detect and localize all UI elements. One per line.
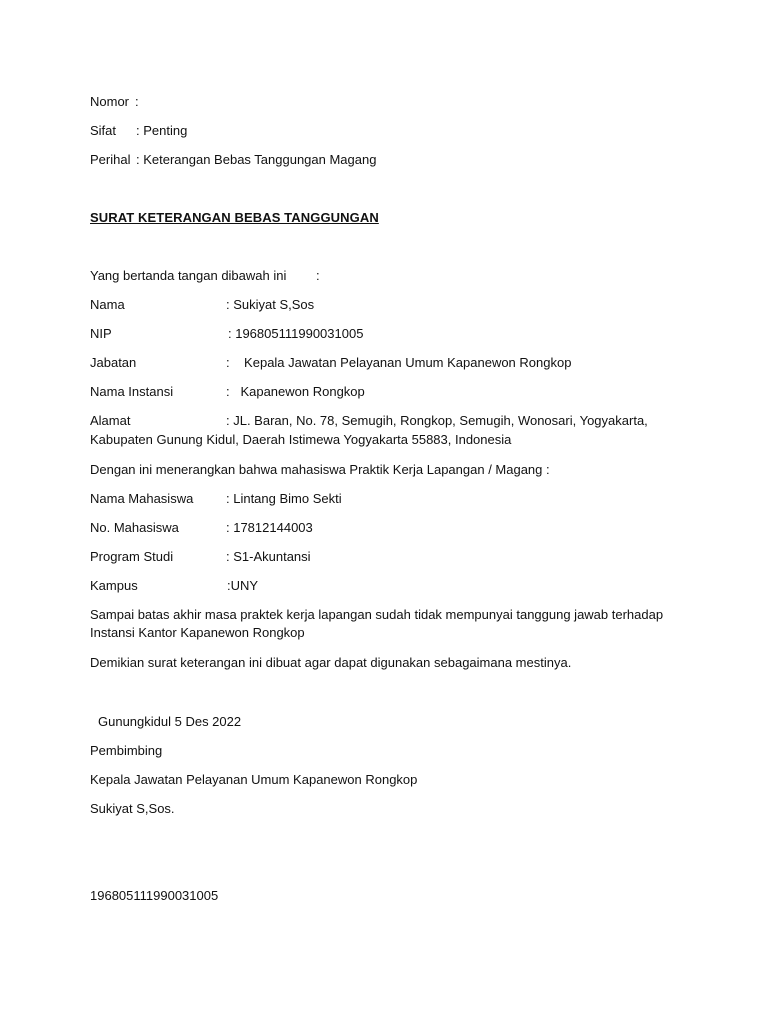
perihal-value: : Keterangan Bebas Tanggungan Magang (136, 152, 377, 167)
signature-role: Pembimbing (90, 743, 163, 758)
signer-nip-label: NIP (90, 326, 112, 341)
student-nama-value: : Lintang Bimo Sekti (226, 491, 342, 506)
student-nama-label: Nama Mahasiswa (90, 491, 194, 506)
signature-place-date: Gunungkidul 5 Des 2022 (98, 714, 242, 729)
nomor-label: Nomor (90, 94, 130, 109)
nomor-value: : (135, 94, 139, 109)
perihal-label: Perihal (90, 152, 131, 167)
student-prodi-value: : S1-Akuntansi (226, 549, 311, 564)
student-no-row (90, 519, 313, 537)
signer-jabatan-label: Jabatan (90, 355, 137, 370)
student-no-value: : 17812144003 (226, 520, 313, 535)
nomor-row (90, 93, 139, 111)
signer-instansi-value: : Kapanewon Rongkop (226, 384, 365, 399)
student-no-label: No. Mahasiswa (90, 520, 179, 535)
statement-text: Dengan ini menerangkan bahwa mahasiswa Praktik Kerja Lapangan / Magang : (90, 462, 550, 477)
student-kampus-row (90, 577, 259, 595)
paragraph-closing: Demikian surat keterangan ini dibuat agar dapat digunakan sebagaimana mestinya. (90, 655, 572, 670)
signature-nip: 196805111990031005 (90, 888, 219, 903)
signer-nama-row (90, 296, 315, 314)
perihal-row (90, 151, 377, 169)
signer-alamat-line-2: Kabupaten Gunung Kidul, Daerah Istimewa Yogyakarta 55883, Indonesia (90, 432, 512, 447)
signer-nama-label: Nama (90, 297, 125, 312)
student-kampus-label: Kampus (90, 578, 138, 593)
signer-alamat-row (90, 412, 648, 430)
signer-alamat-label: Alamat (90, 413, 131, 428)
signer-instansi-row (90, 383, 365, 401)
intro-text: Yang bertanda tangan dibawah ini (90, 268, 287, 283)
signer-jabatan-value: : Kepala Jawatan Pelayanan Umum Kapanewon Rongkop (226, 355, 572, 370)
paragraph-responsibility: Sampai batas akhir masa praktek kerja lapangan sudah tidak mempunyai tanggung jawab terhadap Instansi Kantor Kapanewon Rongkop (90, 607, 664, 640)
sifat-value: : Penting (136, 123, 188, 138)
signer-nip-value: : 196805111990031005 (228, 326, 364, 341)
student-kampus-value: :UNY (227, 578, 259, 593)
student-prodi-row (90, 548, 311, 566)
signer-alamat-value: : JL. Baran, No. 78, Semugih, Rongkop, Semugih, Wonosari, Yogyakarta, (226, 413, 648, 428)
letter-title: SURAT KETERANGAN BEBAS TANGGUNGAN (90, 210, 379, 225)
student-prodi-label: Program Studi (90, 549, 174, 564)
signature-name: Sukiyat S,Sos. (90, 801, 175, 816)
intro-row (90, 267, 320, 285)
signer-nip-row (90, 325, 364, 343)
intro-colon: : (316, 268, 320, 283)
signature-position: Kepala Jawatan Pelayanan Umum Kapanewon Rongkop (90, 772, 418, 787)
signer-nama-value: : Sukiyat S,Sos (226, 297, 315, 312)
student-nama-row (90, 490, 342, 508)
signer-instansi-label: Nama Instansi (90, 384, 174, 399)
sifat-label: Sifat (90, 123, 117, 138)
sifat-row (90, 122, 188, 140)
signer-jabatan-row (90, 354, 572, 372)
